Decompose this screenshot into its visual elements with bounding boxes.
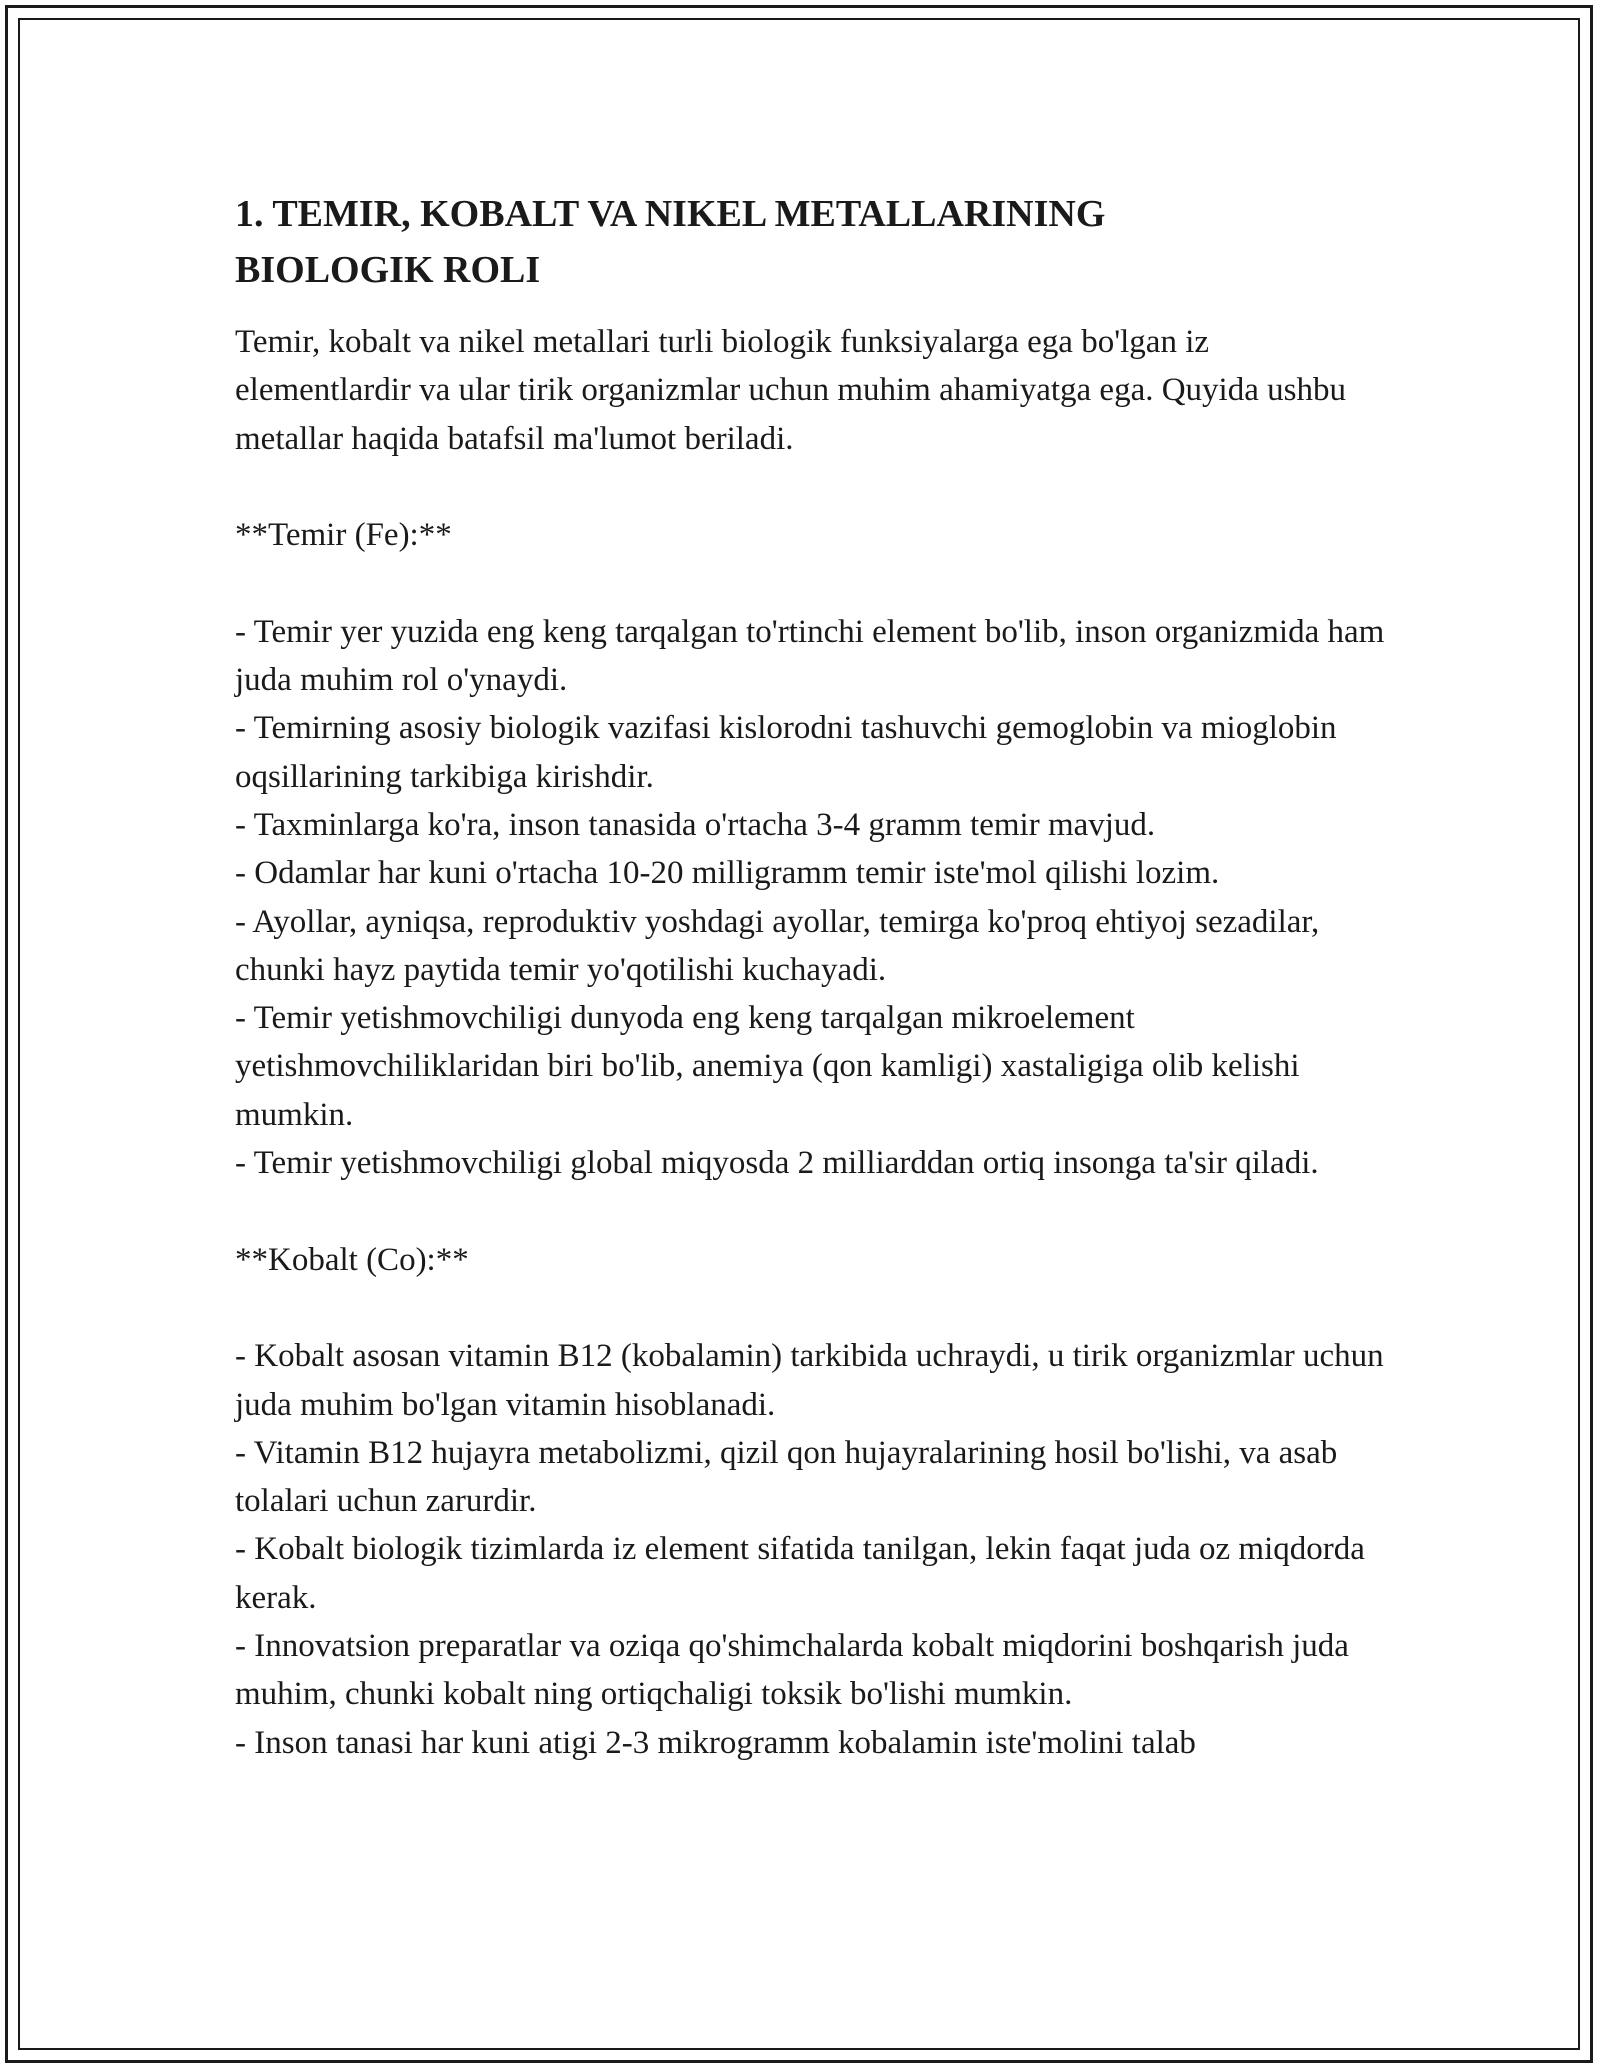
list-item: - Vitamin B12 hujayra metabolizmi, qizil qon hujayralarining hosil bo'lishi, va asab tolalari uchun zarurdir. [235, 1434, 1338, 1520]
list-item: - Temirning asosiy biologik vazifasi kislorodni tashuvchi gemoglobin va mioglobin oqsillarining tarkibiga kirishdir. [235, 710, 1337, 795]
list-item: - Ayollar, ayniqsa, reproduktiv yoshdagi ayollar, temirga ko'proq ehtiyoj sezadilar, chunki hayz paytida temir yo'qotilishi kuchayadi. [235, 903, 1320, 988]
intro-paragraph: Temir, kobalt va nikel metallari turli biologik funksiyalarga ega bo'lgan iz elementlardir va ular tirik organizmlar uchun muhim ahamiyatga ega. Quyida ushbu metallar haqida batafsil ma'lumot beriladi. [235, 324, 1346, 457]
list-item: - Odamlar har kuni o'rtacha 10-20 milligramm temir iste'mol qilishi lozim. [235, 855, 1220, 892]
paragraph-gap [235, 1284, 1385, 1332]
list-item: - Inson tanasi har kuni atigi 2-3 mikrogramm kobalamin iste'molini talab [235, 1724, 1196, 1761]
document-title: 1. TEMIR, KOBALT VA NIKEL METALLARINING BIOLOGIK ROLI [235, 193, 1106, 291]
cobalt-heading: **Kobalt (Co):** [235, 1241, 469, 1278]
list-item: - Taxminlarga ko'ra, inson tanasida o'rtacha 3-4 gramm temir mavjud. [235, 806, 1156, 843]
document-body [235, 186, 1385, 1767]
list-item: - Kobalt asosan vitamin B12 (kobalamin) tarkibida uchraydi, u tirik organizmlar uchun juda muhim bo'lgan vitamin hisoblanadi. [235, 1338, 1384, 1423]
paragraph-gap [235, 463, 1385, 511]
list-item: - Temir yer yuzida eng keng tarqalgan to'rtinchi element bo'lib, inson organizmida ham juda muhim rol o'ynaydi. [235, 613, 1385, 699]
list-item: - Innovatsion preparatlar va oziqa qo'shimchalarda kobalt miqdorini boshqarish juda muhim, chunki kobalt ning ortiqchaligi toksik bo'lishi mumkin. [235, 1628, 1349, 1713]
list-item: - Kobalt biologik tizimlarda iz element sifatida tanilgan, lekin faqat juda oz miqdorda kerak. [235, 1531, 1365, 1616]
iron-heading: **Temir (Fe):** [235, 517, 452, 554]
paragraph-gap [235, 1187, 1385, 1235]
list-item: - Temir yetishmovchiligi global miqyosda 2 milliarddan ortiq insonga ta'sir qiladi. [235, 1145, 1319, 1182]
list-item: - Temir yetishmovchiligi dunyoda eng keng tarqalgan mikroelement yetishmovchiliklaridan biri bo'lib, anemiya (qon kamligi) xastaligiga olib kelishi mumkin. [235, 1000, 1300, 1133]
paragraph-gap [235, 559, 1385, 607]
